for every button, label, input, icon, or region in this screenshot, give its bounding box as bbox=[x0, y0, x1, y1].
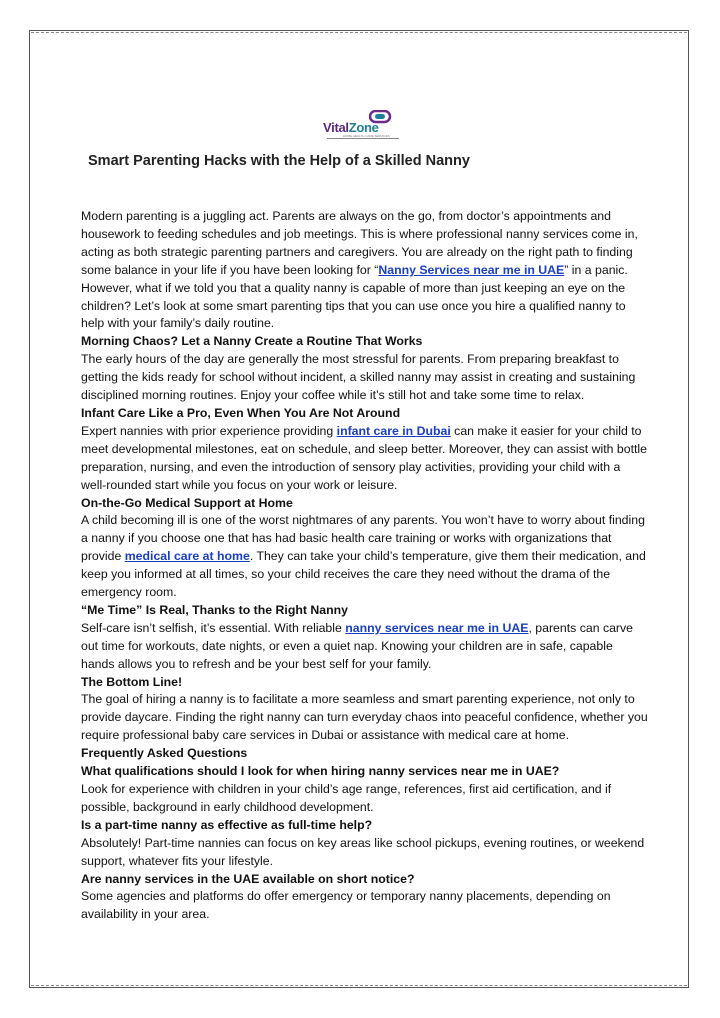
faq-question: Are nanny services in the UAE available on short notice? bbox=[81, 871, 415, 886]
section-heading: The Bottom Line! bbox=[81, 674, 183, 689]
nanny-services-near-me-link[interactable]: nanny services near me in UAE bbox=[345, 620, 529, 635]
faq-question: What qualifications should I look for when hiring nanny services near me in UAE? bbox=[81, 764, 560, 779]
faq-question: Is a part-time nanny as effective as full-time help? bbox=[81, 817, 373, 832]
vitalzone-logo bbox=[323, 110, 401, 140]
section-heading: Infant Care Like a Pro, Even When You Are Not Around bbox=[81, 405, 401, 420]
section-heading: “Me Time” Is Real, Thanks to the Right Nanny bbox=[81, 602, 348, 617]
section-body: The early hours of the day are generally the most stressful for parents. From preparing breakfast to getting the kids ready for school without incident, a skilled nanny may assist in creating and sustaining disciplined morning routines. Enjoy your coffee while it’s still hot and take some time to relax. bbox=[81, 352, 636, 403]
intro-paragraph: Modern parenting is a juggling act. Parents are always on the go, from doctor’s appointments and housework to feeding schedules and job meetings. This is where professional nanny services come in, acting as both strategic parenting partners and caregivers. You are already on the right path to finding some balance in your life if you have been looking for “Nanny Services near me in UAE” in a panic. bbox=[81, 209, 638, 277]
faq-answer: Some agencies and platforms do offer emergency or temporary nanny placements, depending on availability in your area. bbox=[81, 889, 611, 922]
intro-paragraph-2: However, what if we told you that a quality nanny is capable of more than just keeping an eye on the children? Let’s look at some smart parenting tips that you can use once you hire a qualified nanny to help with your family’s daily routine. bbox=[81, 280, 626, 331]
logo-tagline: HOME HEALTH CARE SERVICES bbox=[343, 134, 390, 138]
section-body: The goal of hiring a nanny is to facilitate a more seamless and smart parenting experience, not only to provide daycare. Finding the right nanny can turn everyday chaos into peaceful confidence, whether you require professional baby care services in Dubai or assistance with medical care at home. bbox=[81, 692, 648, 743]
section-body: A child becoming ill is one of the worst nightmares of any parents. You won’t have to worry about finding a nanny if you choose one that has had basic health care training or works with organizations that provide medical care at home. They can take your child’s temperature, give them their medication, and keep you informed at all times, so your child receives the care they need without the drama of the emergency room. bbox=[81, 513, 646, 600]
faq-answer: Look for experience with children in your child’s age range, references, first aid certification, and if possible, background in early childhood development. bbox=[81, 782, 612, 814]
page-title: Smart Parenting Hacks with the Help of a Skilled Nanny bbox=[88, 153, 470, 169]
section-body: Self-care isn’t selfish, it’s essential. With reliable nanny services near me in UAE, parents can carve out time for workouts, date nights, or even a quiet nap. Knowing your children are in safe, capable hands allows you to refresh and be your best self for your family. bbox=[81, 620, 634, 671]
infant-care-dubai-link[interactable]: infant care in Dubai bbox=[336, 423, 451, 438]
logo-wordmark: VitalZone bbox=[323, 120, 379, 135]
faq-heading: Frequently Asked Questions bbox=[81, 746, 248, 761]
nanny-services-uae-link[interactable]: Nanny Services near me in UAE bbox=[378, 262, 565, 277]
medical-care-home-link[interactable]: medical care at home bbox=[124, 549, 250, 564]
section-body: Expert nannies with prior experience providing infant care in Dubai can make it easier for your child to meet developmental milestones, eat on schedule, and sleep better. Moreover, they can assist with bottle preparation, nursing, and even the introduction of sensory play activities, providing your child with a well-rounded start while you focus on your work or leisure. bbox=[81, 423, 647, 492]
section-heading: Morning Chaos? Let a Nanny Create a Routine That Works bbox=[81, 334, 423, 349]
logo-divider bbox=[327, 138, 399, 139]
article-body bbox=[81, 208, 648, 924]
faq-answer: Absolutely! Part-time nannies can focus on key areas like school pickups, evening routines, or weekend support, whatever fits your lifestyle. bbox=[81, 835, 645, 868]
section-heading: On-the-Go Medical Support at Home bbox=[81, 495, 293, 510]
